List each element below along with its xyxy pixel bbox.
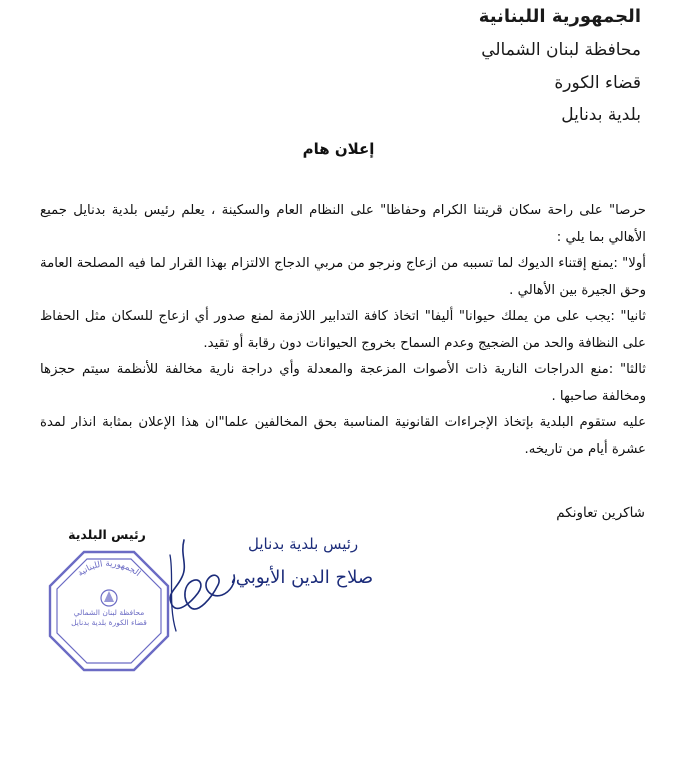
signature-label: رئيس البلدية [68, 527, 146, 542]
stamp-inner-text: محافظة لبنان الشمالي قضاء الكورة بلدية بدنايل [71, 608, 147, 627]
header-republic: الجمهورية اللبنانية [478, 6, 641, 27]
announcement-body [40, 198, 646, 463]
paragraph-item-1: أولا" :يمنع إقتناء الديوك لما تسببه من ازعاج ونرجو من مربي الدجاج الالتزام بهذا القرار لما فيه المصلحة العامة وحق الجيرة بين الأهالي . [40, 256, 646, 298]
paragraph-item-2: ثانيا" :يجب على من يملك حيوانا" أليفا" اتخاذ كافة التدابير اللازمة لمنع صدور أي ازعاج للسكان مثل الحفاظ على النظافة والحد من الضجيج وعدم السماح بخروج الحيوانات دون رقابة أو تقيد. [40, 309, 646, 351]
header-governorate: محافظة لبنان الشمالي [481, 40, 641, 60]
stamp-outer-text: الجمهورية اللبنانية [75, 558, 143, 579]
paragraph-intro: حرصا" على راحة سكان قريتنا الكرام وحفاظا" على النظام العام والسكينة ، يعلم رئيس بلدية بدنايل جميع الأهالي بما يلي : [40, 203, 646, 245]
signature-title: رئيس بلدية بدنايل [248, 535, 359, 553]
handwritten-signature [152, 535, 242, 635]
header-municipality: بلدية بدنايل [561, 105, 641, 125]
header-district: قضاء الكورة [554, 73, 641, 93]
announcement-title: إعلان هام [302, 140, 375, 158]
thanks-line: شاكرين تعاونكم [556, 505, 645, 521]
paragraph-closing: عليه ستقوم البلدية بإتخاذ الإجراءات القانونية المناسبة بحق المخالفين علما"ان هذا الإعلان بمثابة انذار لمدة عشرة أيام من تاريخه. [40, 415, 646, 457]
signature-name: صلاح الدين الأيوبي، [230, 567, 374, 588]
paragraph-item-3: ثالثا" :منع الدراجات النارية ذات الأصوات المزعجة والمعدلة وأي دراجة نارية مخالفة للأنظمة سيتم حجزها ومخالفة صاحبها . [40, 362, 646, 404]
